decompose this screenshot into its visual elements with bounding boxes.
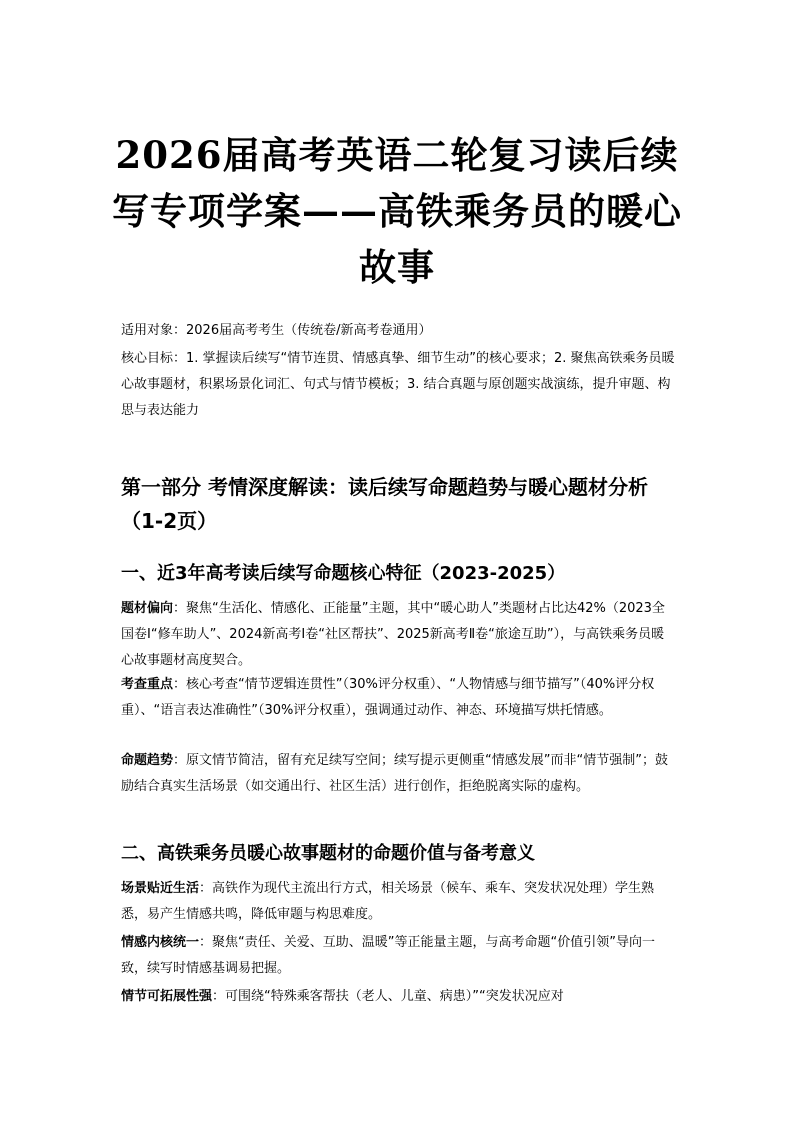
- item-label: 考查重点: [121, 677, 174, 692]
- section2-item-plot: [121, 984, 676, 1010]
- part1-heading: 第一部分 考情深度解读：读后续写命题趋势与暖心题材分析（1-2页）: [121, 475, 648, 533]
- item-text: ：高铁作为现代主流出行方式，相关场景（候车、乘车、突发状况处理）学生熟悉，易产生情感共鸣，降低审题与构思难度。: [121, 881, 655, 922]
- item-text: ：可围绕“特殊乘客帮扶（老人、儿童、病患）”“突发状况应对: [212, 989, 564, 1004]
- item-label: 情感内核统一: [121, 935, 200, 950]
- item-text: ：聚焦“责任、关爱、互助、温暖”等正能量主题，与高考命题“价值引领”导向一致，续写时情感基调易把握。: [121, 935, 655, 976]
- section1-item-trend: [121, 748, 676, 800]
- item-text: ：原文情节简洁，留有充足续写空间；续写提示更侧重“情感发展”而非“情节强制”；鼓励结合真实生活场景（如交通出行、社区生活）进行创作，拒绝脱离实际的虚构。: [121, 753, 668, 794]
- item-text: ：聚焦“生活化、情感化、正能量”主题，其中“暖心助人”类题材占比达42%（2023全国卷Ⅰ“修车助人”、2024新高考Ⅰ卷“社区帮扶”、2025新高考Ⅱ卷“旅途互助”），与高铁乘务员暖心故事题材高度契合。: [121, 601, 665, 668]
- section2-item-emotion: [121, 930, 676, 982]
- item-label: 题材偏向: [121, 601, 174, 616]
- item-label: 命题趋势: [121, 753, 174, 768]
- section2-item-scene: [121, 876, 676, 928]
- section2-heading: 二、高铁乘务员暖心故事题材的命题价值与备考意义: [121, 843, 535, 864]
- item-text: ：核心考查“情节逻辑连贯性”（30%评分权重）、“人物情感与细节描写”（40%评分权重）、“语言表达准确性”（30%评分权重），强调通过动作、神态、环境描写烘托情感。: [121, 677, 655, 718]
- item-label: 场景贴近生活: [121, 881, 200, 896]
- item-label: 情节可拓展性强: [121, 989, 213, 1004]
- objectives-paragraph: 核心目标：1. 掌握读后续写“情节连贯、情感真挚、细节生动”的核心要求；2. 聚焦高铁乘务员暖心故事题材，积累场景化词汇、句式与情节模板；3. 结合真题与原创题实战演练，提升审题、构思与表达能力: [121, 351, 675, 418]
- section1-heading: 一、近3年高考读后续写命题核心特征（2023-2025）: [121, 563, 566, 584]
- audience-line: 适用对象：2026届高考考生（传统卷/新高考卷通用）: [121, 323, 432, 338]
- document-title: 2026届高考英语二轮复习读后续写专项学案——高铁乘务员的暖心故事: [112, 133, 682, 289]
- section1-item-topic: [121, 596, 676, 674]
- section1-item-focus: [121, 672, 676, 724]
